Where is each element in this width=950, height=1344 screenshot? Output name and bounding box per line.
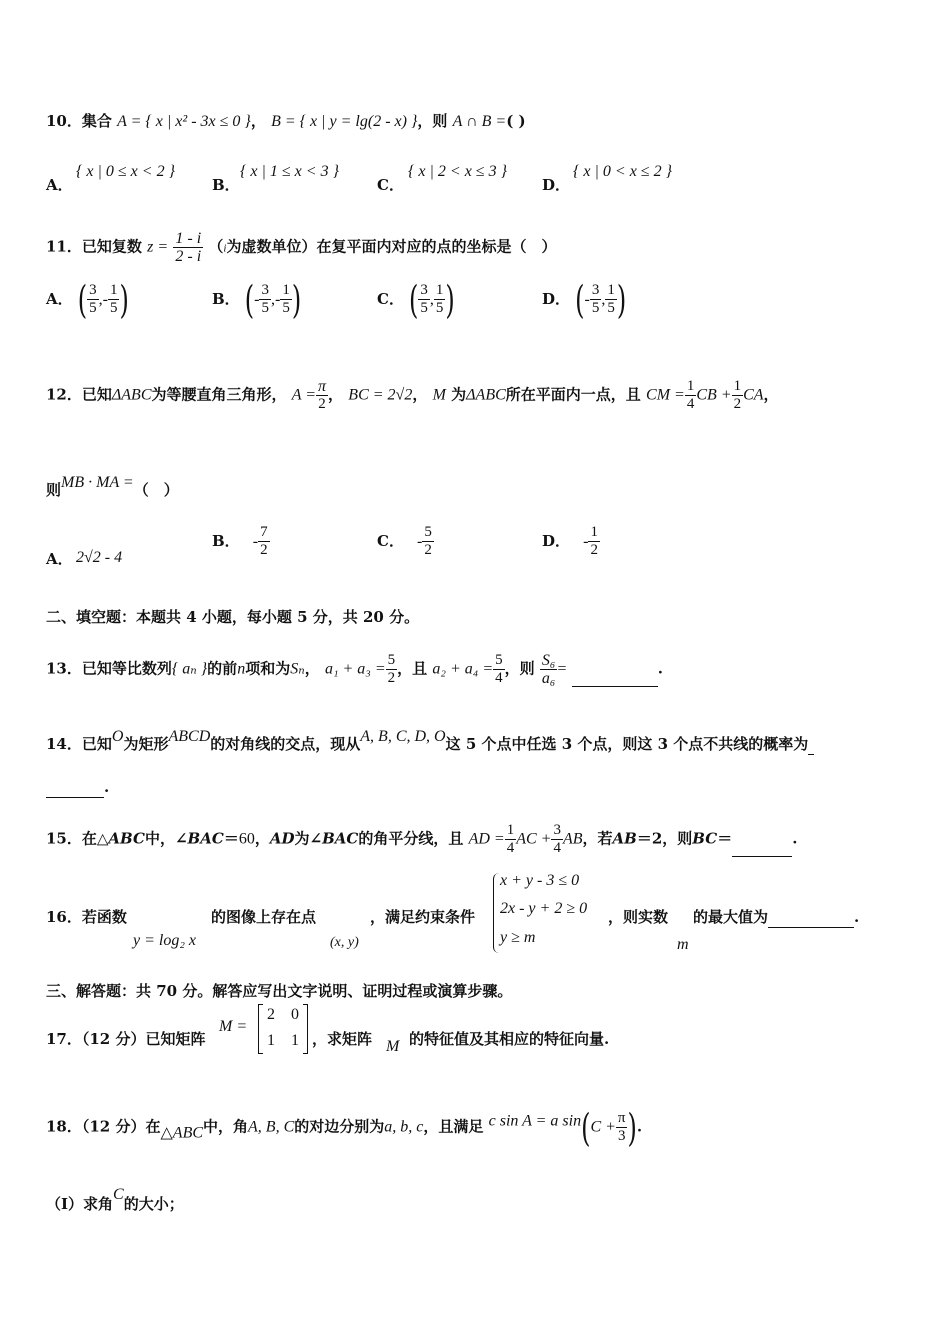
- text: 的对边分别为: [294, 1117, 385, 1136]
- paren-right: ): [445, 277, 455, 322]
- set-a: A = { x | x² - 3x ≤ 0 }: [117, 113, 251, 130]
- numerator: 3: [89, 282, 97, 298]
- eq-2: a₂ + a₄ =: [432, 660, 494, 678]
- paren-open: （: [208, 237, 224, 256]
- text: 所在平面内一点，且: [505, 385, 641, 404]
- answer-blank[interactable]: [768, 911, 854, 928]
- option-fraction: [258, 524, 270, 559]
- text: 这 5 个点中任选 3 个点，则这 3 个点不共线的概率为: [445, 735, 809, 753]
- angle-bac: BAC: [322, 829, 359, 848]
- text: 的角平分线，且: [358, 829, 464, 848]
- denominator: 2: [733, 396, 742, 412]
- sequence-an: { aₙ }: [171, 660, 208, 678]
- option-label: D．: [542, 532, 571, 550]
- option-b-value: { x | 1 ≤ x < 3 }: [240, 163, 339, 180]
- question-17-line: [46, 1028, 205, 1050]
- option-label: C．: [377, 290, 404, 308]
- denominator: 4: [553, 840, 561, 856]
- part-label: （Ⅰ）求角: [46, 1195, 114, 1213]
- answer-blank-start: [808, 738, 814, 755]
- question-14-line2: [46, 776, 109, 798]
- question-rest: 为虚数单位）在复平面内对应的点的坐标是（ ）: [226, 237, 557, 256]
- matrix-cell: 0: [291, 1006, 299, 1023]
- denominator: 5: [420, 300, 428, 316]
- option-a-label: A．: [46, 550, 73, 568]
- option-a-value: 2√2 - 4: [76, 549, 123, 566]
- question-18: [46, 1105, 643, 1150]
- equals: =: [557, 660, 567, 678]
- text: ，且满足: [423, 1117, 484, 1136]
- question-lead: 集合: [81, 112, 112, 130]
- z-fraction: [173, 230, 203, 265]
- constraint-2: 2x - y + 2 ≥ 0: [500, 900, 588, 917]
- option-fraction: [588, 524, 600, 559]
- segment-bc: BC: [692, 829, 718, 848]
- denominator: 5: [282, 300, 290, 316]
- numerator: 1: [109, 282, 118, 298]
- denominator: 5: [607, 300, 615, 316]
- question-10: [46, 110, 526, 133]
- paren-left: (: [409, 277, 419, 322]
- text: 若函数: [81, 908, 127, 926]
- bc-length: BC = 2√2: [348, 386, 413, 404]
- constraint-3: y ≥ m: [500, 929, 536, 946]
- vector-ad: AD =: [468, 830, 505, 848]
- denominator: 5: [261, 300, 269, 316]
- comma: ，: [328, 385, 344, 404]
- sign-a: -: [254, 291, 260, 308]
- numerator: 1: [686, 378, 695, 394]
- numerator: 1: [282, 282, 290, 298]
- text: 为∠: [294, 829, 323, 848]
- sign: -: [583, 533, 589, 550]
- triangle: ΔABC: [466, 386, 506, 404]
- text: ，求矩阵: [312, 1030, 373, 1048]
- numerator: 3: [420, 282, 428, 298]
- paren-right: ): [291, 277, 302, 322]
- text: 的最大值为: [693, 908, 769, 926]
- fraction-1-4: [505, 822, 517, 857]
- denominator: 5: [109, 300, 118, 316]
- fraction-5-4: [493, 652, 505, 687]
- question-13: [46, 652, 663, 687]
- option-label: B．: [212, 290, 240, 308]
- coord-y: [280, 282, 292, 317]
- question-16-line: [46, 906, 127, 928]
- section-solution-heading: 三、解答题：共 70 分。解答应写出文字说明、证明过程或演算步骤。: [46, 982, 513, 1000]
- question-16-tail: [693, 906, 859, 928]
- fraction-3-4: [551, 822, 563, 857]
- text: ＝: [717, 829, 733, 848]
- paren-right: ): [119, 277, 129, 322]
- matrix-cell: 2: [267, 1006, 275, 1023]
- text: 为等腰直角三角形，: [151, 385, 287, 404]
- numerator: 5: [387, 652, 396, 668]
- answer-paren: （ ）: [133, 481, 179, 499]
- paren-left: (: [575, 277, 585, 322]
- coord-y: [108, 282, 120, 317]
- option-b: [212, 524, 270, 559]
- denominator: 2: [387, 670, 396, 686]
- ratio-s6-a6: [540, 652, 558, 687]
- equation: c sin A = a sin: [488, 1112, 582, 1130]
- option-d: [542, 277, 627, 322]
- paren-right: ): [616, 277, 627, 322]
- option-d: [542, 524, 600, 559]
- matrix-m: M: [386, 1038, 400, 1055]
- numerator: 1: [590, 524, 598, 540]
- pi-over-2: [316, 378, 328, 413]
- paren-left: (: [77, 277, 88, 322]
- answer-blank[interactable]: [572, 670, 658, 687]
- triangle: △ABC: [160, 1124, 204, 1142]
- question-12-line2: [46, 472, 179, 501]
- section-fill-in-heading: 二、填空题：本题共 4 小题，每小题 5 分，共 20 分。: [46, 608, 420, 626]
- comma: ，: [304, 659, 320, 678]
- comma: ,: [601, 291, 606, 308]
- text: （12 分）已知矩阵: [81, 1030, 206, 1048]
- period: .: [657, 659, 663, 678]
- text: 的前: [207, 659, 238, 678]
- numerator: 1: [506, 822, 515, 838]
- text: 中，∠: [144, 829, 188, 848]
- option-d-value: { x | 0 < x ≤ 2 }: [573, 163, 672, 180]
- period: .: [792, 829, 798, 848]
- numerator: 1: [733, 378, 742, 394]
- text: ，则: [504, 659, 535, 678]
- text: ，则实数: [608, 908, 669, 926]
- comma: ，: [412, 385, 428, 404]
- triangle: ΔABC: [111, 386, 152, 404]
- text: 为矩形: [123, 735, 169, 753]
- coord-x: [259, 282, 271, 317]
- option-a: [46, 277, 129, 322]
- text: 的特征值及其相应的特征向量.: [409, 1030, 610, 1048]
- question-14: [46, 726, 814, 755]
- angles: A, B, C: [248, 1118, 295, 1136]
- points-list: A, B, C, D, O: [360, 728, 446, 745]
- numerator: 3: [591, 282, 600, 298]
- sign-b: -: [102, 291, 108, 308]
- text: ，且: [397, 659, 428, 678]
- option-c: [377, 277, 455, 322]
- paren-right: ): [627, 1105, 637, 1150]
- text: （12 分）在: [81, 1117, 161, 1136]
- option-d-label: D．: [542, 176, 571, 194]
- numerator: π: [617, 1110, 626, 1126]
- question-lead: 已知: [81, 735, 112, 753]
- numerator: 3: [553, 822, 561, 838]
- coord-y: [434, 282, 446, 317]
- matrix-cell: 1: [267, 1032, 275, 1049]
- question-12: [46, 378, 779, 413]
- numerator: π: [318, 378, 327, 395]
- segment-ad: AD: [269, 829, 295, 848]
- coord-x: [418, 282, 430, 317]
- question-lead: 已知等比数列: [81, 659, 172, 678]
- comma: ,: [429, 291, 434, 308]
- text: 在△: [81, 829, 109, 848]
- option-a-value: { x | 0 ≤ x < 2 }: [76, 163, 175, 180]
- then-text: 则: [46, 481, 62, 499]
- period: .: [854, 908, 860, 926]
- point-xy: (x, y): [330, 935, 359, 950]
- denominator: 4: [495, 670, 503, 686]
- question-15: [46, 822, 797, 857]
- option-a-label: A．: [46, 176, 73, 194]
- text: ，满足约束条件: [370, 908, 476, 926]
- option-c: [377, 524, 434, 559]
- sides: a, b, c: [384, 1118, 424, 1136]
- sign-b: -: [274, 291, 281, 308]
- inner-expr: C +: [590, 1118, 616, 1136]
- text: 的大小；: [123, 1195, 184, 1213]
- text: 的对角线的交点，现从: [210, 735, 361, 753]
- function-log: y = log₂ x: [133, 932, 197, 949]
- vector-ab: AB: [562, 830, 583, 848]
- question-number: 10．: [46, 112, 82, 130]
- question-number: 17．: [46, 1030, 82, 1048]
- matrix-label: M =: [219, 1018, 248, 1035]
- numerator: S₆: [541, 652, 556, 669]
- var-n: n: [237, 660, 246, 678]
- constraint-1: x + y - 3 ≤ 0: [500, 872, 580, 889]
- denominator: 5: [435, 300, 444, 316]
- numerator: 3: [261, 282, 269, 298]
- sum-sn: Sₙ: [290, 660, 305, 678]
- text: ＝2，则: [636, 829, 693, 848]
- comma: ，: [254, 829, 270, 848]
- text: 为: [451, 385, 467, 404]
- question-number: 16．: [46, 908, 82, 926]
- denominator: 2: [260, 542, 268, 558]
- sign: -: [417, 533, 423, 550]
- equals: ＝: [223, 829, 239, 848]
- denominator: 5: [89, 300, 97, 316]
- constraint-brace: [493, 873, 500, 953]
- period: .: [636, 1117, 643, 1136]
- triangle-abc: ABC: [108, 829, 145, 848]
- angle-value: 60: [238, 830, 255, 848]
- pi-over-3: [616, 1110, 628, 1145]
- then-text: ，则: [417, 112, 448, 130]
- option-label: D．: [542, 290, 571, 308]
- question-lead: 已知复数: [81, 237, 142, 256]
- part-one: [46, 1184, 184, 1215]
- var-m: m: [677, 936, 689, 953]
- intersection-expr: A ∩ B =: [452, 113, 507, 130]
- segment-ab: AB: [612, 829, 637, 848]
- fraction-5-2: [386, 652, 398, 687]
- answer-blank[interactable]: [46, 781, 104, 798]
- text: 的图像上存在点: [211, 908, 317, 926]
- question-number: 14．: [46, 735, 82, 753]
- text: 项和为: [245, 659, 291, 678]
- coord-y: [605, 282, 617, 317]
- vector-cb: CB +: [696, 386, 732, 404]
- separator: ，: [250, 112, 266, 130]
- z-numerator: 1 - i: [175, 230, 202, 247]
- angle-c: C: [113, 1186, 124, 1203]
- denominator: 2: [424, 542, 432, 558]
- z-eq: z =: [147, 238, 169, 256]
- numerator: 5: [495, 652, 503, 668]
- denominator: 4: [506, 840, 515, 856]
- comma: ,: [270, 291, 275, 308]
- text: ，若: [582, 829, 613, 848]
- numerator: 7: [260, 524, 268, 540]
- question-lead: 已知: [81, 385, 112, 404]
- answer-blank[interactable]: [732, 840, 792, 857]
- point-m: M: [432, 386, 446, 404]
- imag-unit: i: [223, 242, 227, 255]
- angle-bac: BAC: [187, 829, 224, 848]
- option-b: [212, 277, 302, 322]
- z-denominator: 2 - i: [175, 248, 202, 265]
- question-number: 13．: [46, 659, 82, 678]
- option-label: A．: [46, 290, 73, 308]
- vector-cm: CM =: [646, 386, 685, 404]
- option-label: C．: [377, 532, 404, 550]
- paren-left: (: [581, 1105, 591, 1150]
- angle-a: A =: [291, 386, 317, 404]
- text: 中，角: [203, 1117, 249, 1136]
- coord-x: [590, 282, 602, 317]
- numerator: 1: [607, 282, 615, 298]
- denominator: a₆: [541, 670, 556, 687]
- numerator: 1: [435, 282, 444, 298]
- coord-x: [87, 282, 99, 317]
- point-o: O: [111, 728, 124, 745]
- fraction-1-4: [685, 378, 697, 413]
- option-label: B．: [212, 532, 240, 550]
- dot-product: MB · MA =: [61, 474, 134, 491]
- question-11: [46, 230, 557, 265]
- period: .: [104, 778, 110, 796]
- eq-1: a₁ + a₃ =: [324, 660, 386, 678]
- matrix: [258, 1004, 308, 1054]
- question-number: 11．: [46, 237, 82, 256]
- question-number: 18．: [46, 1117, 82, 1136]
- vector-ac: AC +: [516, 830, 552, 848]
- rect-abcd: ABCD: [168, 728, 211, 745]
- comma: ,: [98, 291, 103, 308]
- numerator: 5: [424, 524, 432, 540]
- paren-left: (: [244, 277, 255, 322]
- option-fraction: [422, 524, 434, 559]
- denominator: 4: [686, 396, 695, 412]
- denominator: 2: [590, 542, 598, 558]
- question-number: 15．: [46, 829, 82, 848]
- denominator: 5: [591, 300, 600, 316]
- option-b-label: B．: [212, 176, 240, 194]
- option-c-value: { x | 2 < x ≤ 3 }: [408, 163, 507, 180]
- answer-paren: ( ): [506, 112, 526, 130]
- comma: ，: [763, 385, 779, 404]
- vector-ca: CA: [743, 386, 764, 404]
- question-number: 12．: [46, 385, 82, 404]
- sign: -: [252, 533, 259, 550]
- set-b: B = { x | y = lg(2 - x) }: [271, 113, 418, 130]
- matrix-cell: 1: [291, 1032, 299, 1049]
- sign-a: -: [584, 291, 590, 308]
- denominator: 2: [318, 396, 326, 412]
- fraction-1-2: [732, 378, 744, 413]
- denominator: 3: [617, 1128, 626, 1144]
- option-c-label: C．: [377, 176, 404, 194]
